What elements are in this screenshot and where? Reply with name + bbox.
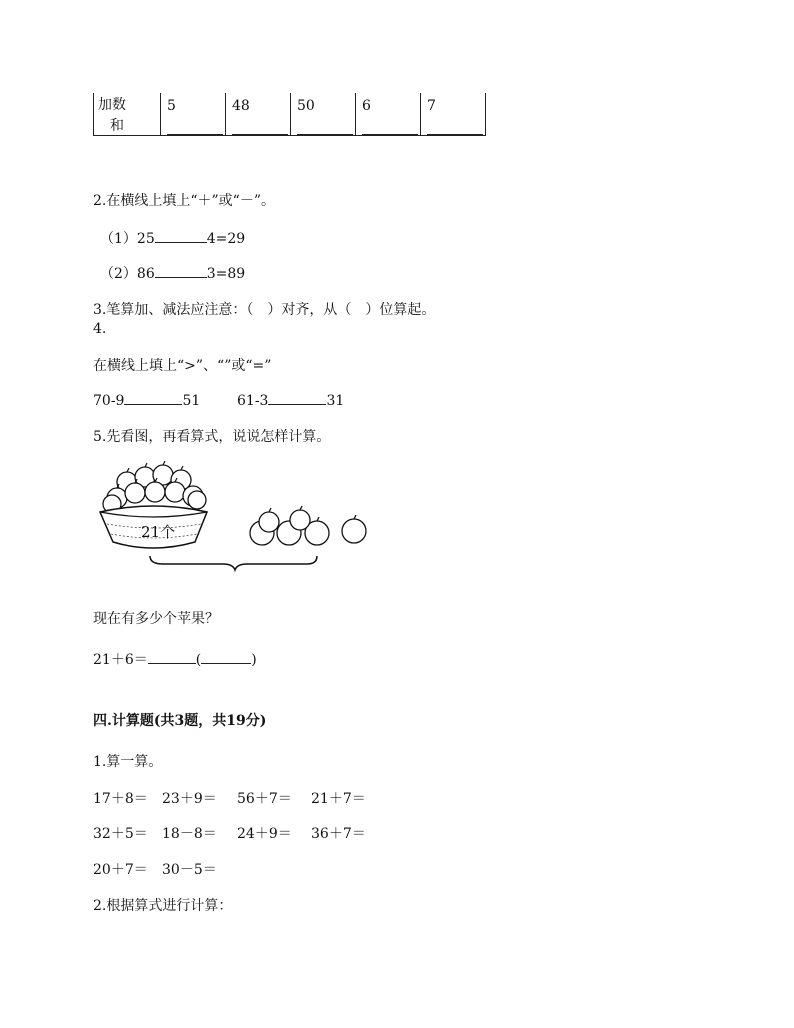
q2-item2-label: （2） xyxy=(100,266,137,282)
addend-cell-5: 7 xyxy=(421,93,486,114)
q2-item-1 xyxy=(100,228,245,248)
sum-cell-5[interactable] xyxy=(421,114,486,136)
q5-equation-left: 21＋6＝ xyxy=(93,652,148,668)
q4-number: 4. xyxy=(93,321,107,337)
loose-apples-icon xyxy=(250,506,366,545)
calc-item: 56＋7＝ xyxy=(237,791,292,807)
addend-cell-2: 48 xyxy=(226,93,291,114)
q5-answer-blank[interactable] xyxy=(148,663,196,664)
calc-item: 36＋7＝ xyxy=(311,826,366,842)
sum-cell-4[interactable] xyxy=(356,114,421,136)
q4-expr2-right: 31 xyxy=(326,393,345,409)
addend-cell-4: 6 xyxy=(356,93,421,114)
basket-icon xyxy=(100,506,207,548)
q5-paren-open: ( xyxy=(195,652,202,668)
calc-q1-title: 1.算一算。 xyxy=(93,754,163,770)
sum-cell-3[interactable] xyxy=(291,114,356,136)
addend-cell-1: 5 xyxy=(161,93,226,114)
q4-expr1-blank[interactable] xyxy=(124,404,182,405)
q4-expression-2 xyxy=(237,393,344,409)
calc-item: 23＋9＝ xyxy=(162,791,217,807)
q2-item1-right: 4=29 xyxy=(206,231,246,247)
calc-item: 30－5＝ xyxy=(162,862,217,878)
calc-item: 20＋7＝ xyxy=(93,862,148,878)
calc-q2-title: 2.根据算式进行计算： xyxy=(93,898,233,914)
q5-title: 5.先看图，再看算式，说说怎样计算。 xyxy=(93,429,331,445)
q4-expr2-blank[interactable] xyxy=(268,404,326,405)
q4-expr1-left: 70-9 xyxy=(93,393,125,409)
q2-item1-left: 25 xyxy=(136,231,155,247)
q3-text: 3.笔算加、减法应注意：（ ）对齐，从（ ）位算起。 xyxy=(93,302,436,318)
table-row xyxy=(94,114,486,136)
q5-paren-close: ) xyxy=(251,652,257,668)
q2-item1-blank[interactable] xyxy=(155,242,207,243)
q4-expr1-right: 51 xyxy=(182,393,201,409)
q4-expression-1 xyxy=(93,393,200,409)
section-heading: 四.计算题(共3题，共19分) xyxy=(93,713,267,729)
brace-icon xyxy=(150,556,317,570)
calc-item: 24＋9＝ xyxy=(237,826,292,842)
row-label-sum: 和 xyxy=(94,114,161,136)
q2-item2-blank[interactable] xyxy=(155,277,207,278)
calc-item: 21＋7＝ xyxy=(311,791,366,807)
table-row xyxy=(94,93,486,114)
q5-equation xyxy=(93,649,257,669)
q2-item-2 xyxy=(100,263,245,283)
q2-item1-label: （1） xyxy=(100,231,137,247)
q2-item2-left: 86 xyxy=(136,266,155,282)
calc-row-1 xyxy=(93,788,148,808)
sum-cell-2[interactable] xyxy=(226,114,291,136)
apple-basket-illustration xyxy=(95,460,380,572)
sum-cell-1[interactable] xyxy=(161,114,226,136)
basket-count-label: 21个 xyxy=(141,523,176,541)
calc-item: 18－8＝ xyxy=(162,826,217,842)
q2-item2-right: 3=89 xyxy=(206,266,246,282)
row-label-addend: 加数 xyxy=(94,93,161,114)
q4-expr2-left: 61-3 xyxy=(237,393,269,409)
q2-title: 2.在横线上填上“＋”或“－”。 xyxy=(93,193,275,209)
q5-unit-blank[interactable] xyxy=(201,663,251,664)
addition-table xyxy=(93,93,486,136)
addend-cell-3: 50 xyxy=(291,93,356,114)
q5-question: 现在有多少个苹果？ xyxy=(93,611,219,627)
calc-item: 32＋5＝ xyxy=(93,826,148,842)
calc-item: 17＋8＝ xyxy=(93,791,148,807)
q4-instruction: 在横线上填上“>”、“”或“=” xyxy=(93,358,272,374)
